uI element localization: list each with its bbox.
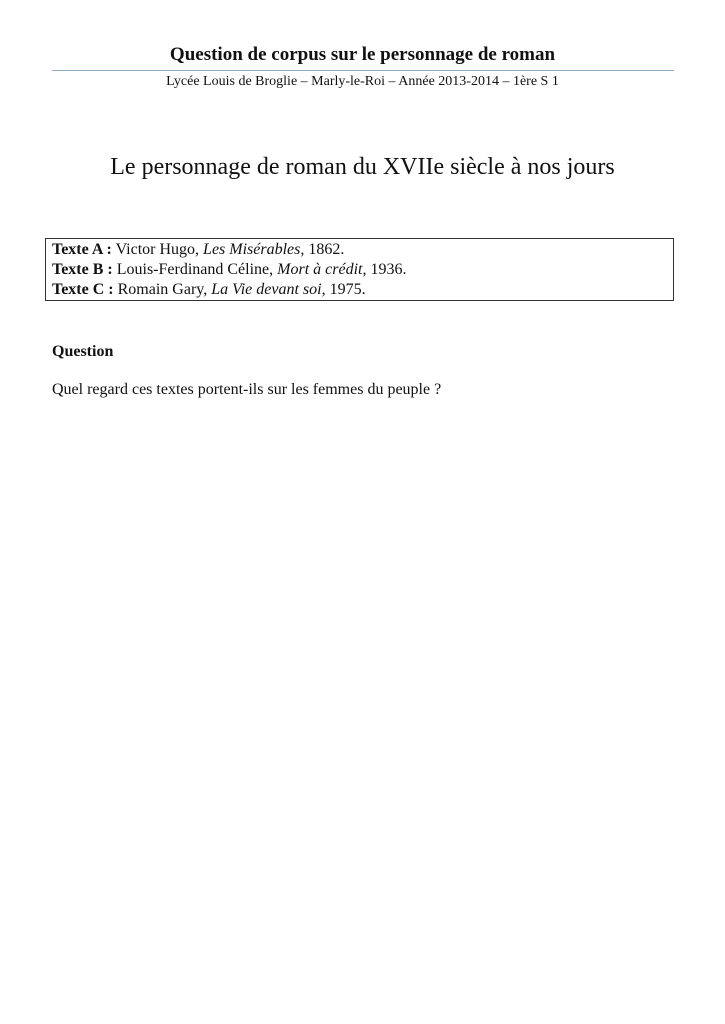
corpus-work-title: Les Misérables,	[203, 241, 305, 258]
corpus-label: Texte C :	[52, 281, 114, 298]
corpus-item-c	[52, 280, 673, 300]
corpus-author: Romain Gary,	[113, 281, 212, 298]
question-heading: Question	[52, 343, 114, 360]
corpus-box	[45, 238, 674, 301]
corpus-work-title: La Vie devant soi	[211, 281, 322, 298]
question-text: Quel regard ces textes portent-ils sur les femmes du peuple ?	[52, 381, 442, 398]
corpus-year: 1862.	[304, 241, 345, 258]
corpus-item-a	[52, 240, 673, 260]
corpus-label: Texte B :	[52, 261, 113, 278]
main-title: Le personnage de roman du XVIIe siècle à nos jours	[110, 154, 615, 180]
corpus-author: Louis-Ferdinand Céline,	[112, 261, 278, 278]
corpus-work-title: Mort à crédit,	[277, 261, 367, 278]
corpus-year: 1936.	[366, 261, 407, 278]
header-title: Question de corpus sur le personnage de roman	[169, 44, 556, 65]
header-subtitle: Lycée Louis de Broglie – Marly-le-Roi – Année 2013-2014 – 1ère S 1	[166, 74, 559, 89]
corpus-item-b	[52, 260, 673, 280]
corpus-label: Texte A :	[52, 241, 112, 258]
corpus-year: , 1975.	[321, 281, 366, 298]
header-divider	[52, 70, 674, 71]
corpus-author: Victor Hugo,	[111, 241, 204, 258]
